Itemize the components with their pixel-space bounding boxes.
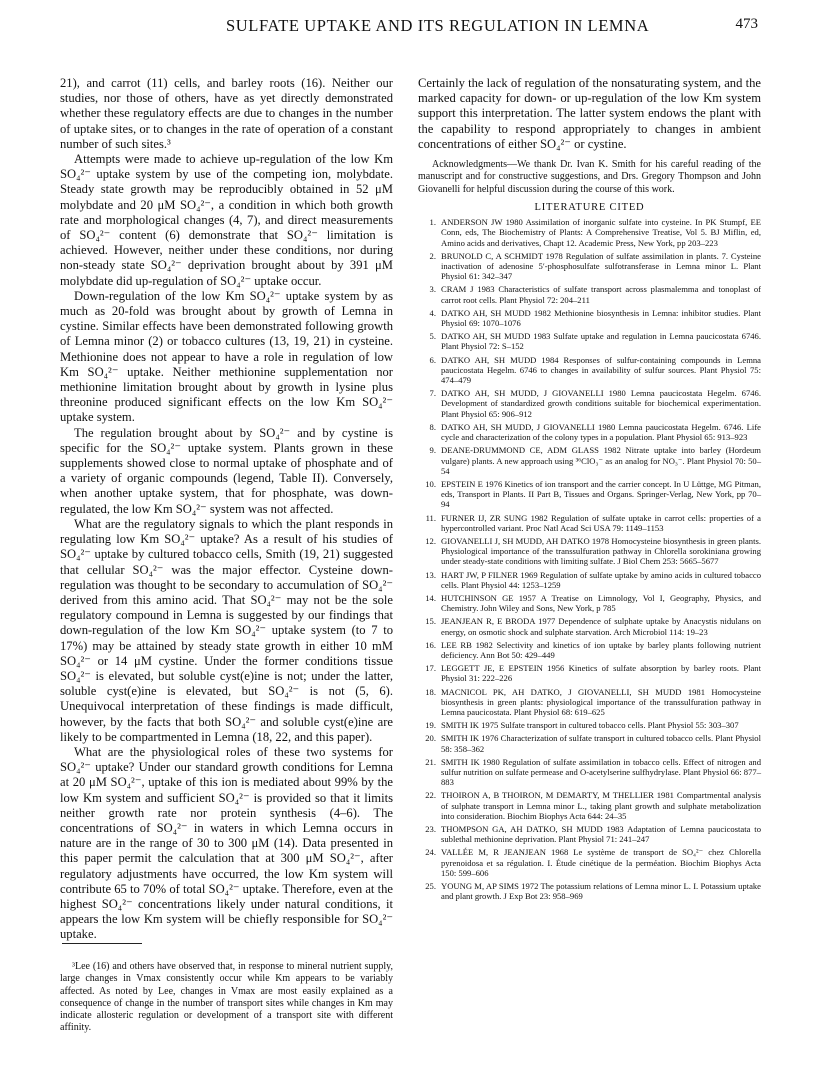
footnote: ³Lee (16) and others have observed that, in response to mineral nutrient supply, large changes in Vmax consistently occur while Km appears to be variably affected. As noted by Lee, changes in Vmax are most easily explained as a consequence of change in the number of transport sites while changes in Km may indicate allosteric regulation or development of a transport site with different affinity. (60, 961, 393, 1034)
body-paragraph: Down-regulation of the low Km SO₄²⁻ uptake system by as much as 20-fold was brought about by growth of Lemna in cystine. Similar effects have been demonstrated following growth of Lemna minor (2) or tobacco cultures (13, 19, 21) in cysteine. Methionine does not appear to have a role in regulation of low Km SO₄²⁻ uptake. Neither methionine supplementation nor methionine limitation brought about by growth in lysine plus threonine produced significant effects on the low Km SO₄²⁻ uptake system. (60, 288, 393, 425)
reference-text: LEE RB 1982 Selectivity and kinetics of ion uptake by barley plants following nutrient deficiency. Ann Bot 50: 429–449 (441, 639, 761, 660)
reference-number: 25. (425, 881, 436, 892)
running-title: SULFATE UPTAKE AND ITS REGULATION IN LEMNA (226, 16, 650, 35)
reference-item (418, 757, 761, 788)
reference-number: 17. (425, 663, 436, 674)
reference-number: 24. (425, 847, 436, 858)
acknowledgments: Acknowledgments—We thank Dr. Ivan K. Smith for his careful reading of the manuscript and for constructive suggestions, and Drs. Gregory Thompson and John Giovanelli for helpful discussion during the course of this work. (418, 159, 761, 195)
right-column (418, 76, 761, 904)
reference-number: 6. (429, 354, 436, 365)
reference-text: FURNER IJ, ZR SUNG 1982 Regulation of sulfate uptake in carrot cells: properties of a hypercontrolled variant. Proc Natl Acad Sci USA 79: 1149–1153 (441, 512, 761, 533)
reference-text: DEANE-DRUMMOND CE, ADM GLASS 1982 Nitrate uptake into barley (Hordeum vulgare) plants. A new approach using ³⁶ClO₃⁻ as an analog for NO₃⁻. Plant Physiol 70: 50–54 (441, 445, 761, 476)
page-number: 473 (735, 16, 758, 32)
reference-number: 10. (425, 478, 436, 489)
reference-text: DATKO AH, SH MUDD 1984 Responses of sulfur-containing compounds in Lemna paucicostata Hegelm. 6746 to changes in availability of sulfur sources. Plant Physiol 75: 474–479 (441, 354, 761, 386)
reference-item (418, 251, 761, 282)
body-paragraph: What are the physiological roles of these two systems for SO₄²⁻ uptake? Under our standard growth conditions for Lemna at 20 μM SO₄²⁻, uptake of this ion is mediated about 99% by the low Km system and sufficient SO₄²⁻ is provided so that it limits neither growth rate nor protein synthesis (4–6). The concentrations of SO₄²⁻ in waters in which Lemna occurs in nature are in the range of 30 to 300 μM (14). Data presented in this paper permit the calculation that at 300 μM SO₄²⁻, after regulatory adjustments have occurred, the low Km system will contribute 65 to 70% of total SO₄²⁻ uptake. Therefore, even at the highest SO₄²⁻ concentrations likely under natural conditions, it appears the low Km system will be chiefly responsible for SO₄²⁻ uptake. (60, 744, 393, 942)
reference-text: ANDERSON JW 1980 Assimilation of inorganic sulfate into cysteine. In PK Stumpf, EE Conn, eds, The Biochemistry of Plants: A Comprehensive Treatise, Vol 5. BJ Miflin, ed, Amino acids and derivatives, Chapt 12. Academic Press, New York, pp 203–223 (441, 217, 761, 248)
reference-number: 4. (429, 307, 436, 318)
reference-text: BRUNOLD C, A SCHMIDT 1978 Regulation of sulfate assimilation in plants. 7. Cysteine inactivation of adenosine 5′-phosphosulfate sulfotransferase in Lemna minor L. Plant Physiol 61: 342–347 (441, 250, 761, 282)
reference-number: 16. (425, 639, 436, 650)
reference-number: 20. (425, 733, 436, 744)
reference-item (418, 308, 761, 328)
reference-number: 14. (425, 592, 436, 603)
literature-cited-heading: LITERATURE CITED (534, 202, 645, 214)
reference-text: YOUNG M, AP SIMS 1972 The potassium relations of Lemna minor L. I. Potassium uptake and plant growth. J Exp Bot 23: 958–969 (441, 881, 761, 902)
reference-item (418, 593, 761, 613)
reference-item (418, 513, 761, 533)
body-paragraph: What are the regulatory signals to which the plant responds in regulating low Km SO₄²⁻ uptake? As a result of his studies of SO₄²⁻ uptake by cultured tobacco cells, Smith (19, 21) suggested that cellular SO₄²⁻ was the major effector. Cysteine down-regulation was thought to be secondary to accumulation of SO₄²⁻ derived from this amino acid. That SO₄²⁻ may not be the sole regulatory compound in Lemna is suggested by our findings that down-regulation of the low Km SO₄²⁻ uptake system (to 7 to 17%) may be attained by steady state growth in either 10 mM SO₄²⁻ or 14 μM cystine. Under the former conditions tissue SO₄²⁻ is elevated, but soluble cyst(e)ine is not; under the latter, soluble cyst(e)ine is elevated, but SO₄²⁻ is not (5, 6). Unequivocal interpretation of these findings is made difficult, however, by the facts that both SO₄²⁻ and soluble cyst(e)ine are likely to be compartmented in Lemna (18, 22, and this paper). (60, 516, 393, 744)
reference-text: HUTCHINSON GE 1957 A Treatise on Limnology, Vol I, Geography, Physics, and Chemistry. John Wiley and Sons, New York, p 785 (441, 592, 761, 614)
reference-text: HART JW, P FILNER 1969 Regulation of sulfate uptake by amino acids in cultured tobacco cells. Plant Physiol 44: 1253–1259 (441, 569, 761, 590)
footnote-divider (62, 943, 142, 944)
reference-item (418, 536, 761, 567)
reference-item (418, 790, 761, 821)
reference-item (418, 640, 761, 660)
reference-item (418, 217, 761, 248)
body-paragraph: The regulation brought about by SO₄²⁻ and by cystine is specific for the SO₄²⁻ uptake system. Plants grown in these supplements showed close to normal uptake of phosphate and of a variety of organic compounds (legend, Table II). Conversely, when another uptake system, that for phosphate, was down-regulated, the low Km SO₄²⁻ system was not affected. (60, 425, 393, 516)
reference-item (418, 479, 761, 510)
reference-item (418, 355, 761, 386)
reference-item (418, 720, 761, 730)
reference-text: THOMPSON GA, AH DATKO, SH MUDD 1983 Adaptation of Lemna paucicostata to sublethal methionine deprivation. Plant Physiol 71: 241–247 (441, 824, 761, 845)
reference-number: 2. (429, 250, 436, 261)
reference-text: DATKO AH, SH MUDD 1983 Sulfate uptake and regulation in Lemna paucicostata 6746. Plant Physiol 72: S–152 (441, 331, 761, 352)
reference-text: THOIRON A, B THOIRON, M DEMARTY, M THELLIER 1981 Compartmental analysis of sulphate transport in Lemna minor L., taking plant growth and sulphate metabolization into consideration. Biochim Biophys Acta 644: 24–35 (441, 790, 761, 821)
body-paragraph: 21), and carrot (11) cells, and barley roots (16). Neither our studies, nor those of others, have as yet directly demonstrated whether these regulatory effects are due to changes in the number of uptake sites, or to changes in the rate of operation of a constant number of such sites.³ (60, 76, 393, 151)
reference-text: DATKO AH, SH MUDD, J GIOVANELLI 1980 Lemna paucicostata Hegelm. 6746. Life cycle and characterization of the colony types in a population. Plant Physiol 65: 913–923 (441, 421, 761, 443)
reference-item (418, 284, 761, 304)
reference-text: MACNICOL PK, AH DATKO, J GIOVANELLI, SH MUDD 1981 Homocysteine biosynthesis in green plants: physiological importance of the transsulfuration pathway in Lemna paucicostata. Plant Physiol 68: 619–625 (441, 686, 761, 717)
reference-number: 1. (429, 217, 436, 228)
reference-item (418, 616, 761, 636)
reference-item (418, 663, 761, 683)
reference-text: CRAM J 1983 Characteristics of sulfate transport across plasmalemma and tonoplast of carrot root cells. Plant Physiol 72: 204–211 (441, 284, 761, 305)
reference-item (418, 824, 761, 844)
reference-number: 21. (425, 756, 436, 767)
reference-number: 23. (425, 824, 436, 834)
running-header (58, 12, 758, 36)
reference-item (418, 733, 761, 753)
reference-number: 11. (425, 512, 436, 523)
reference-item (418, 388, 761, 419)
reference-text: DATKO AH, SH MUDD, J GIOVANELLI 1980 Lemna paucicostata Hegelm. 6746. Development of standardized growth conditions suitable for biochemical experimentation. Plant Physiol 65: 906–912 (441, 388, 761, 419)
reference-number: 15. (425, 616, 436, 627)
reference-text: SMITH IK 1976 Characterization of sulfate transport in cultured tobacco cells. Plant Physiol 58: 358–362 (441, 733, 761, 754)
reference-number: 7. (429, 388, 436, 399)
reference-item (418, 570, 761, 590)
reference-text: JEANJEAN R, E BRODA 1977 Dependence of sulphate uptake by Anacystis nidulans on energy, on osmotic shock and sulphate starvation. Arch Microbiol 114: 19–23 (441, 616, 761, 637)
reference-text: EPSTEIN E 1976 Kinetics of ion transport and the carrier concept. In U Lüttge, MG Pitman, eds, Transport in Plants. II Part B, Tissues and Organs. Springer-Verlag, New York, pp 70–94 (441, 478, 761, 510)
reference-number: 9. (429, 445, 436, 456)
reference-number: 19. (425, 720, 436, 731)
reference-text: VALLÉE M, R JEANJEAN 1968 Le système de transport de SO₄²⁻ chez Chlorella pyrenoidosa et sa régulation. I. Étude cinétique de la perméation. Biochim Biophys Acta 150: 599–606 (441, 847, 761, 878)
reference-item (418, 422, 761, 442)
reference-number: 3. (429, 284, 436, 295)
reference-text: SMITH IK 1975 Sulfate transport in cultured tobacco cells. Plant Physiol 55: 303–307 (441, 720, 739, 731)
reference-text: SMITH IK 1980 Regulation of sulfate assimilation in tobacco cells. Effect of nitrogen and sulfur nutrition on sulfate permease and O-acetylserine sulfhydrylase. Plant Physiol 66: 877–883 (441, 756, 761, 788)
reference-number: 18. (425, 686, 436, 697)
reference-item (418, 687, 761, 718)
reference-text: DATKO AH, SH MUDD 1982 Methionine biosynthesis in Lemna: inhibitor studies. Plant Physiol 69: 1070–1076 (441, 307, 761, 329)
reference-item (418, 847, 761, 878)
reference-text: GIOVANELLI J, SH MUDD, AH DATKO 1978 Homocysteine biosynthesis in green plants. Physiological importance of the transsulfuration pathway in Chlorella sorokiniana growing under steady-state conditions with limiting sulfate. J Biol Chem 253: 5665–5677 (441, 535, 761, 567)
reference-item (418, 881, 761, 901)
left-column (60, 76, 393, 943)
reference-number: 5. (429, 331, 436, 342)
reference-item (418, 331, 761, 351)
reference-number: 8. (429, 421, 436, 432)
reference-number: 22. (425, 790, 436, 801)
body-paragraph: Attempts were made to achieve up-regulation of the low Km SO₄²⁻ uptake system by use of the competing ion, molybdate. Steady state growth may be reproducibly obtained in 52 μM molybdate and 20 μM SO₄²⁻, a condition in which both growth rate and morphological changes (4, 7), and direct measurements of SO₄²⁻ content (6) demonstrate that SO₄²⁻ limitation is achieved. However, neither under these conditions, nor during non-steady state SO₄²⁻ deprivation brought about by 391 μM molybdate did up-regulation of SO₄²⁻ uptake occur. (60, 152, 393, 288)
body-paragraph: Certainly the lack of regulation of the nonsaturating system, and the marked capacity for down- or up-regulation of the low Km system support this interpretation. The latter system endows the plant with the capability to respond appropriately to changes in ambient concentrations of either SO₄²⁻ or cystine. (418, 76, 761, 151)
reference-item (418, 445, 761, 476)
reference-text: LEGGETT JE, E EPSTEIN 1956 Kinetics of sulfate absorption by barley roots. Plant Physiol 31: 222–226 (441, 663, 761, 684)
reference-number: 13. (425, 569, 436, 580)
reference-number: 12. (425, 535, 436, 546)
reference-list (418, 217, 761, 901)
